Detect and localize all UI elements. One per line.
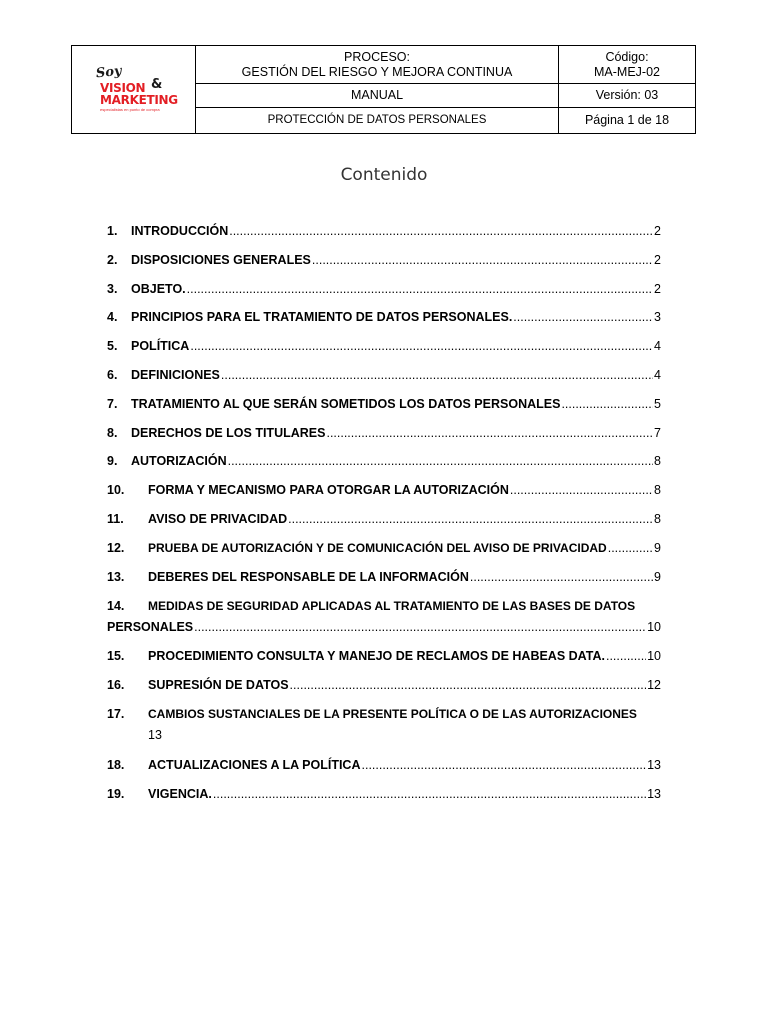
toc-number: 1. xyxy=(107,224,118,238)
toc-entry-19[interactable] xyxy=(107,784,661,805)
toc-leader-dots xyxy=(510,480,653,501)
toc-number: 11. xyxy=(107,512,124,526)
logo-ampersand: & xyxy=(151,77,163,92)
toc-number: 5. xyxy=(107,339,118,353)
toc-number: 7. xyxy=(107,397,118,411)
toc-entry-8[interactable] xyxy=(107,423,661,444)
toc-title-text: ACTUALIZACIONES A LA POLÍTICA xyxy=(148,758,361,772)
toc-leader-dots xyxy=(187,279,653,300)
toc-number: 8. xyxy=(107,426,118,440)
logo-vision-text: VISION xyxy=(100,81,146,95)
toc-entry-4[interactable] xyxy=(107,307,661,328)
manual-cell xyxy=(196,84,558,107)
toc-entry-17[interactable] xyxy=(107,704,661,746)
toc-leader-dots xyxy=(312,250,653,271)
toc-number: 13. xyxy=(107,570,125,584)
toc-title-text: AVISO DE PRIVACIDAD xyxy=(148,512,288,526)
toc-page-number: 8 xyxy=(654,454,661,468)
toc-entry-3[interactable] xyxy=(107,279,661,300)
toc-title-text: OBJETO. xyxy=(131,282,186,296)
toc-leader-dots xyxy=(190,336,653,357)
toc-page-number: 10 xyxy=(647,620,661,634)
toc-page-number: 7 xyxy=(654,426,661,440)
toc-title-text: FORMA Y MECANISMO PARA OTORGAR LA AUTORIZACIÓN xyxy=(148,483,509,497)
version-cell xyxy=(559,84,695,107)
toc-page-number: 2 xyxy=(654,282,661,296)
toc-number: 2. xyxy=(107,253,118,267)
toc-leader-dots xyxy=(229,221,653,242)
codigo-label: Código: xyxy=(605,49,649,64)
toc-entry-11[interactable] xyxy=(107,509,661,530)
toc-title-text: DISPOSICIONES GENERALES xyxy=(131,253,311,267)
proceso-cell xyxy=(196,46,558,83)
toc-leader-dots xyxy=(290,675,647,696)
toc-page-number: 9 xyxy=(654,570,661,584)
logo-soy-text: Soy xyxy=(95,63,123,82)
toc-number: 3. xyxy=(107,282,118,296)
codigo-value: MA-MEJ-02 xyxy=(594,64,660,79)
toc-page-number: 2 xyxy=(654,224,661,238)
toc-title-text: TRATAMIENTO AL QUE SERÁN SOMETIDOS LOS DATOS PERSONALES xyxy=(131,397,561,411)
toc-title-text: AUTORIZACIÓN xyxy=(131,454,227,468)
proceso-value: GESTIÓN DEL RIESGO Y MEJORA CONTINUA xyxy=(241,64,513,79)
toc-entry-12[interactable] xyxy=(107,538,661,559)
toc-number: 9. xyxy=(107,454,118,468)
toc-leader-dots xyxy=(213,784,646,805)
toc-page-number: 13 xyxy=(647,758,661,772)
toc-leader-dots xyxy=(561,394,653,415)
toc-number: 4. xyxy=(107,310,118,324)
toc-page-number: 12 xyxy=(647,678,661,692)
toc-number: 18. xyxy=(107,758,125,772)
toc-entry-9[interactable] xyxy=(107,451,661,472)
toc-number: 10. xyxy=(107,483,125,497)
version-label: Versión: 03 xyxy=(595,88,659,102)
toc-leader-dots xyxy=(288,509,653,530)
toc-page-number: 8 xyxy=(654,483,661,497)
toc-title-text: VIGENCIA. xyxy=(148,787,212,801)
toc-page-number: 3 xyxy=(654,310,661,324)
toc-page-number: 2 xyxy=(654,253,661,267)
toc-entry-14[interactable] xyxy=(107,596,661,638)
page-number-cell xyxy=(559,108,695,133)
toc-title-text: SUPRESIÓN DE DATOS xyxy=(148,678,289,692)
toc-page-number: 10 xyxy=(647,649,661,663)
toc-entry-2[interactable] xyxy=(107,250,661,271)
toc-leader-dots xyxy=(608,538,653,559)
codigo-cell xyxy=(559,46,695,83)
document-title: PROTECCIÓN DE DATOS PERSONALES xyxy=(267,114,487,126)
toc-leader-dots xyxy=(228,451,653,472)
toc-title-text: DEFINICIONES xyxy=(131,368,220,382)
toc-page-number: 4 xyxy=(654,339,661,353)
toc-entry-6[interactable] xyxy=(107,365,661,386)
manual-label: MANUAL xyxy=(350,88,404,102)
proceso-label: PROCESO: xyxy=(344,49,410,64)
toc-entry-15[interactable] xyxy=(107,646,661,667)
toc-title-text: DEBERES DEL RESPONSABLE DE LA INFORMACIÓN xyxy=(148,570,469,584)
toc-title-text: PRINCIPIOS PARA EL TRATAMIENTO DE DATOS PERSONALES. xyxy=(131,310,513,324)
toc-page-number: 9 xyxy=(654,541,661,555)
document-header xyxy=(71,45,696,134)
toc-page-number: 5 xyxy=(654,397,661,411)
toc-leader-dots xyxy=(194,617,646,638)
toc-number: 17. xyxy=(107,707,125,721)
toc-number: 15. xyxy=(107,649,125,663)
toc-number: 19. xyxy=(107,787,125,801)
toc-leader-dots xyxy=(221,365,653,386)
toc-number: 12. xyxy=(107,541,125,555)
document-title-cell xyxy=(196,108,558,133)
toc-leader-dots xyxy=(513,307,653,328)
toc-title-text: DERECHOS DE LOS TITULARES xyxy=(131,426,326,440)
toc-entry-7[interactable] xyxy=(107,394,661,415)
toc-leader-dots xyxy=(470,567,653,588)
toc-leader-dots xyxy=(362,755,647,776)
toc-title-text: MEDIDAS DE SEGURIDAD APLICADAS AL TRATAMIENTO DE LAS BASES DE DATOS xyxy=(148,599,636,613)
toc-number: 6. xyxy=(107,368,118,382)
toc-number: 16. xyxy=(107,678,125,692)
toc-number: 14. xyxy=(107,599,125,613)
toc-title-text: CAMBIOS SUSTANCIALES DE LA PRESENTE POLÍTICA O DE LAS AUTORIZACIONES xyxy=(148,707,637,721)
logo-marketing-text: MARKETING xyxy=(100,93,178,107)
toc-title-text: PRUEBA DE AUTORIZACIÓN Y DE COMUNICACIÓN DEL AVISO DE PRIVACIDAD xyxy=(148,541,607,555)
toc-title-text: POLÍTICA xyxy=(131,339,190,353)
toc-leader-dots xyxy=(606,646,646,667)
toc-page-number: 13 xyxy=(647,787,661,801)
toc-entry-5[interactable] xyxy=(107,336,661,357)
toc-page-number: 13 xyxy=(148,728,162,742)
company-logo xyxy=(72,46,196,133)
toc-entry-10[interactable] xyxy=(107,480,661,501)
toc-title: Contenido xyxy=(340,165,428,185)
toc-page-number: 4 xyxy=(654,368,661,382)
page-number: Página 1 de 18 xyxy=(584,113,670,127)
toc-page-number: 8 xyxy=(654,512,661,526)
toc-entry-16[interactable] xyxy=(107,675,661,696)
logo-tagline: especialistas en punto de compra xyxy=(100,107,160,112)
toc-title-text-continued: PERSONALES xyxy=(107,620,194,634)
toc-title-text: PROCEDIMIENTO CONSULTA Y MANEJO DE RECLAMOS DE HABEAS DATA. xyxy=(148,649,605,663)
toc-title-text: INTRODUCCIÓN xyxy=(131,224,229,238)
toc-entry-1[interactable] xyxy=(107,221,661,242)
toc-entry-13[interactable] xyxy=(107,567,661,588)
toc-leader-dots xyxy=(326,423,653,444)
toc-entry-18[interactable] xyxy=(107,755,661,776)
